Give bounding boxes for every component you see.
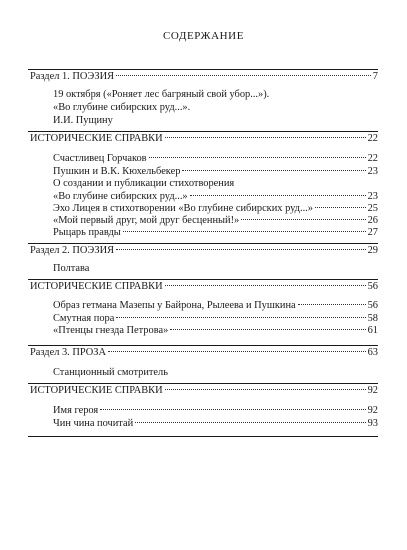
toc-entry-section1[interactable] [30, 70, 378, 84]
toc-entry-page: 26 [367, 215, 378, 226]
poem-title: Полтава [53, 263, 90, 274]
dot-leader [241, 219, 365, 220]
story-title: Станционный смотритель [53, 367, 168, 378]
dot-leader [190, 195, 366, 196]
dot-leader [116, 75, 371, 76]
toc-entry-title: ИСТОРИЧЕСКИЕ СПРАВКИ [30, 385, 163, 396]
toc-entry-page: 92 [367, 385, 378, 396]
toc-entry-title: Имя героя [53, 405, 99, 416]
toc-entry-page: 92 [367, 405, 378, 416]
toc-entry[interactable] [53, 152, 378, 166]
dot-leader [315, 207, 366, 208]
dot-leader [116, 249, 366, 250]
toc-entry-refs1[interactable] [30, 132, 378, 146]
toc-entry[interactable] [53, 404, 378, 418]
poem-title: И.И. Пущину [53, 115, 113, 126]
toc-entry-page: 93 [367, 418, 378, 429]
toc-entry-section3[interactable] [30, 346, 378, 360]
toc-entry-title: ИСТОРИЧЕСКИЕ СПРАВКИ [30, 281, 163, 292]
dot-leader [116, 317, 365, 318]
dot-leader [165, 285, 366, 286]
poem-title: «Во глубине сибирских руд...». [53, 102, 191, 113]
toc-entry-title: «Мой первый друг, мой друг бесценный!» [53, 215, 240, 226]
toc-entry-title: Раздел 1. ПОЭЗИЯ [30, 71, 115, 82]
toc-entry-title: Пушкин и В.К. Кюхельбекер [53, 166, 181, 177]
toc-entry-page: 25 [367, 203, 378, 214]
toc-entry-title: Эхо Лицея в стихотворении «Во глубине сибирских руд...» [53, 203, 313, 214]
dot-leader [123, 231, 366, 232]
toc-entry-page: 23 [367, 166, 378, 177]
toc-entry-page: 56 [367, 300, 378, 311]
toc-entry-page: 29 [367, 245, 378, 256]
toc-entry-title: «Во глубине сибирских руд...» [53, 191, 188, 202]
toc-entry-page: 7 [372, 71, 378, 82]
toc-entry-title: Счастливец Горчаков [53, 153, 147, 164]
toc-entry[interactable] [53, 324, 378, 338]
dot-leader [135, 422, 365, 423]
poem-title: 19 октября («Роняет лес багряный свой убор...»). [53, 89, 270, 100]
toc-entry[interactable] [53, 299, 378, 313]
toc-entry-title: Рыцарь правды [53, 227, 121, 238]
toc-entry-title: «Птенцы гнезда Петрова» [53, 325, 169, 336]
dot-leader [100, 409, 365, 410]
toc-entry-title: О создании и публикации стихотворения [53, 178, 235, 189]
toc-entry-page: 63 [367, 347, 378, 358]
toc-entry-page: 58 [367, 313, 378, 324]
dot-leader [165, 137, 366, 138]
dot-leader [170, 329, 365, 330]
toc-entry-page: 23 [367, 191, 378, 202]
toc-entry-title: Смутная пора [53, 313, 115, 324]
toc-entry-title: Чин чина почитай [53, 418, 134, 429]
section-divider [28, 436, 378, 437]
toc-entry-page: 61 [367, 325, 378, 336]
toc-entry-page: 27 [367, 227, 378, 238]
toc-entry-refs3[interactable] [30, 384, 378, 398]
page-title: СОДЕРЖАНИЕ [162, 30, 245, 42]
toc-entry[interactable] [53, 417, 378, 431]
toc-entry-page: 56 [367, 281, 378, 292]
dot-leader [149, 157, 366, 158]
dot-leader [108, 351, 366, 352]
toc-entry-title: ИСТОРИЧЕСКИЕ СПРАВКИ [30, 133, 163, 144]
toc-entry-page: 22 [367, 153, 378, 164]
toc-entry-title: Образ гетмана Мазепы у Байрона, Рылеева и Пушкина [53, 300, 296, 311]
toc-entry-section2[interactable] [30, 244, 378, 258]
dot-leader [298, 304, 366, 305]
toc-entry-title: Раздел 2. ПОЭЗИЯ [30, 245, 115, 256]
toc-entry-page: 22 [367, 133, 378, 144]
toc-entry-title: Раздел 3. ПРОЗА [30, 347, 107, 358]
toc-entry[interactable] [53, 226, 378, 240]
toc-entry-refs2[interactable] [30, 280, 378, 294]
dot-leader [165, 389, 366, 390]
dot-leader [182, 170, 365, 171]
